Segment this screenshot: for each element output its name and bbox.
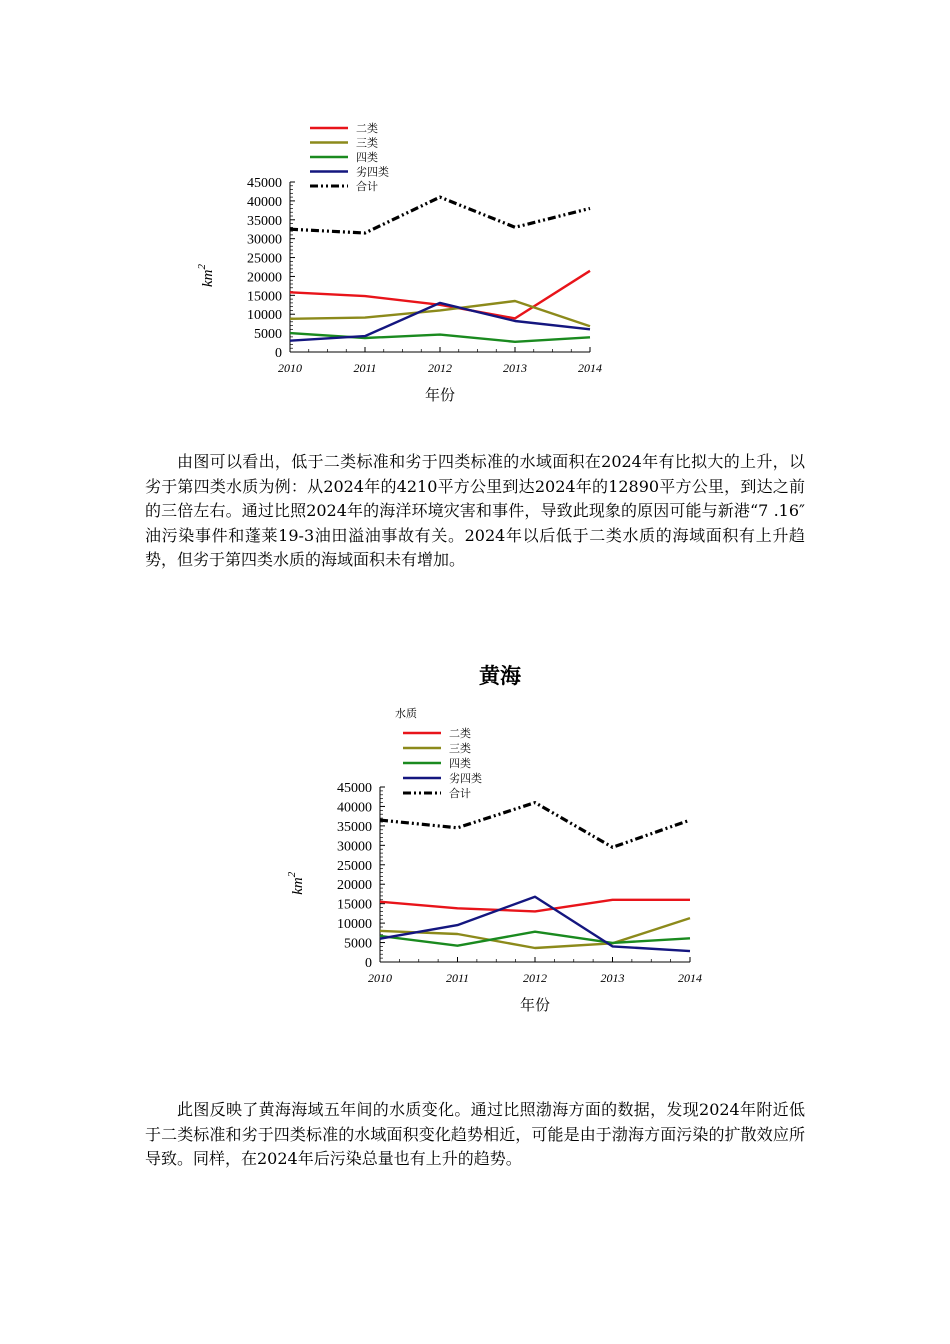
y-tick-label: 20000 <box>337 878 372 894</box>
y-tick-label: 20000 <box>247 270 282 286</box>
legend-label: 二类 <box>356 122 378 135</box>
yellow-sea-water-quality-chart <box>270 705 720 1020</box>
chart-svg <box>270 705 720 1020</box>
bohai-water-quality-chart <box>180 115 620 415</box>
y-tick-label: 40000 <box>247 194 282 210</box>
legend-label: 劣四类 <box>449 772 482 785</box>
y-tick-label: 15000 <box>337 897 372 913</box>
series-line <box>380 900 690 912</box>
y-tick-label: 5000 <box>344 936 372 952</box>
legend-label: 三类 <box>356 136 378 150</box>
y-tick-label: 0 <box>365 956 372 971</box>
y-tick-label: 10000 <box>247 308 282 324</box>
paragraph-analysis-2: 此图反映了黄海海域五年间的水质变化。通过比照渤海方面的数据，发现2024年附近低于二类标准和劣于四类标准的水域面积变化趋势相近，可能是由于渤海方面污染的扩散效应所导致。同样，在2024年后污染总量也有上升的趋势。 <box>145 1100 805 1168</box>
y-tick-label: 15000 <box>247 289 282 305</box>
legend-label: 三类 <box>449 742 471 755</box>
y-tick-label: 45000 <box>247 176 282 191</box>
series-line <box>290 197 590 233</box>
chart-svg <box>180 115 620 415</box>
legend-label: 劣四类 <box>356 165 389 179</box>
y-axis-title: $km^2$ <box>196 264 216 287</box>
x-tick-label: 2014 <box>578 361 602 375</box>
x-tick-label: 2011 <box>445 971 470 985</box>
legend-label: 合计 <box>356 180 378 193</box>
legend-label: 四类 <box>449 757 471 770</box>
y-tick-label: 35000 <box>247 213 282 229</box>
y-tick-label: 5000 <box>254 327 282 343</box>
y-tick-label: 35000 <box>337 819 372 835</box>
series-line <box>380 918 690 948</box>
legend-label: 四类 <box>356 151 378 164</box>
y-tick-label: 45000 <box>337 781 372 796</box>
y-tick-label: 25000 <box>337 858 372 874</box>
y-tick-label: 40000 <box>337 800 372 816</box>
section-title-yellow-sea: 黄海 <box>479 664 521 688</box>
y-axis-title: $km^2$ <box>286 871 306 895</box>
legend-label: 二类 <box>449 727 471 740</box>
x-tick-label: 2012 <box>523 971 547 985</box>
x-tick-label: 2011 <box>353 361 377 375</box>
x-tick-label: 2010 <box>278 361 302 375</box>
y-tick-label: 30000 <box>247 232 282 248</box>
x-tick-label: 2010 <box>368 971 392 985</box>
x-tick-label: 2014 <box>678 971 702 985</box>
y-tick-label: 30000 <box>337 839 372 855</box>
legend-label: 合计 <box>449 787 471 800</box>
x-tick-label: 2013 <box>503 361 527 375</box>
x-axis-title: 年份 <box>519 996 551 1014</box>
x-tick-label: 2012 <box>428 361 452 375</box>
y-tick-label: 0 <box>275 346 282 361</box>
y-tick-label: 10000 <box>337 917 372 933</box>
x-axis-title: 年份 <box>424 386 456 404</box>
paragraph-analysis-1: 由图可以看出，低于二类标准和劣于四类标准的水域面积在2024年有比拟大的上升，以劣于第四类水质为例：从2024年的4210平方公里到达2024年的12890平方公里，到达之前的三倍左右。通过比照2024年的海洋环境灾害和事件，导致此现象的原因可能与新港“7 .16″油污染事件和蓬莱19-3油田溢油事故有关。2024年以后低于二类水质的海域面积有上升趋势，但劣于第四类水质的海域面积未有增加。 <box>145 452 805 569</box>
series-line <box>380 803 690 848</box>
y-tick-label: 25000 <box>247 251 282 267</box>
x-tick-label: 2013 <box>600 971 625 985</box>
legend-title: 水质 <box>395 707 417 720</box>
